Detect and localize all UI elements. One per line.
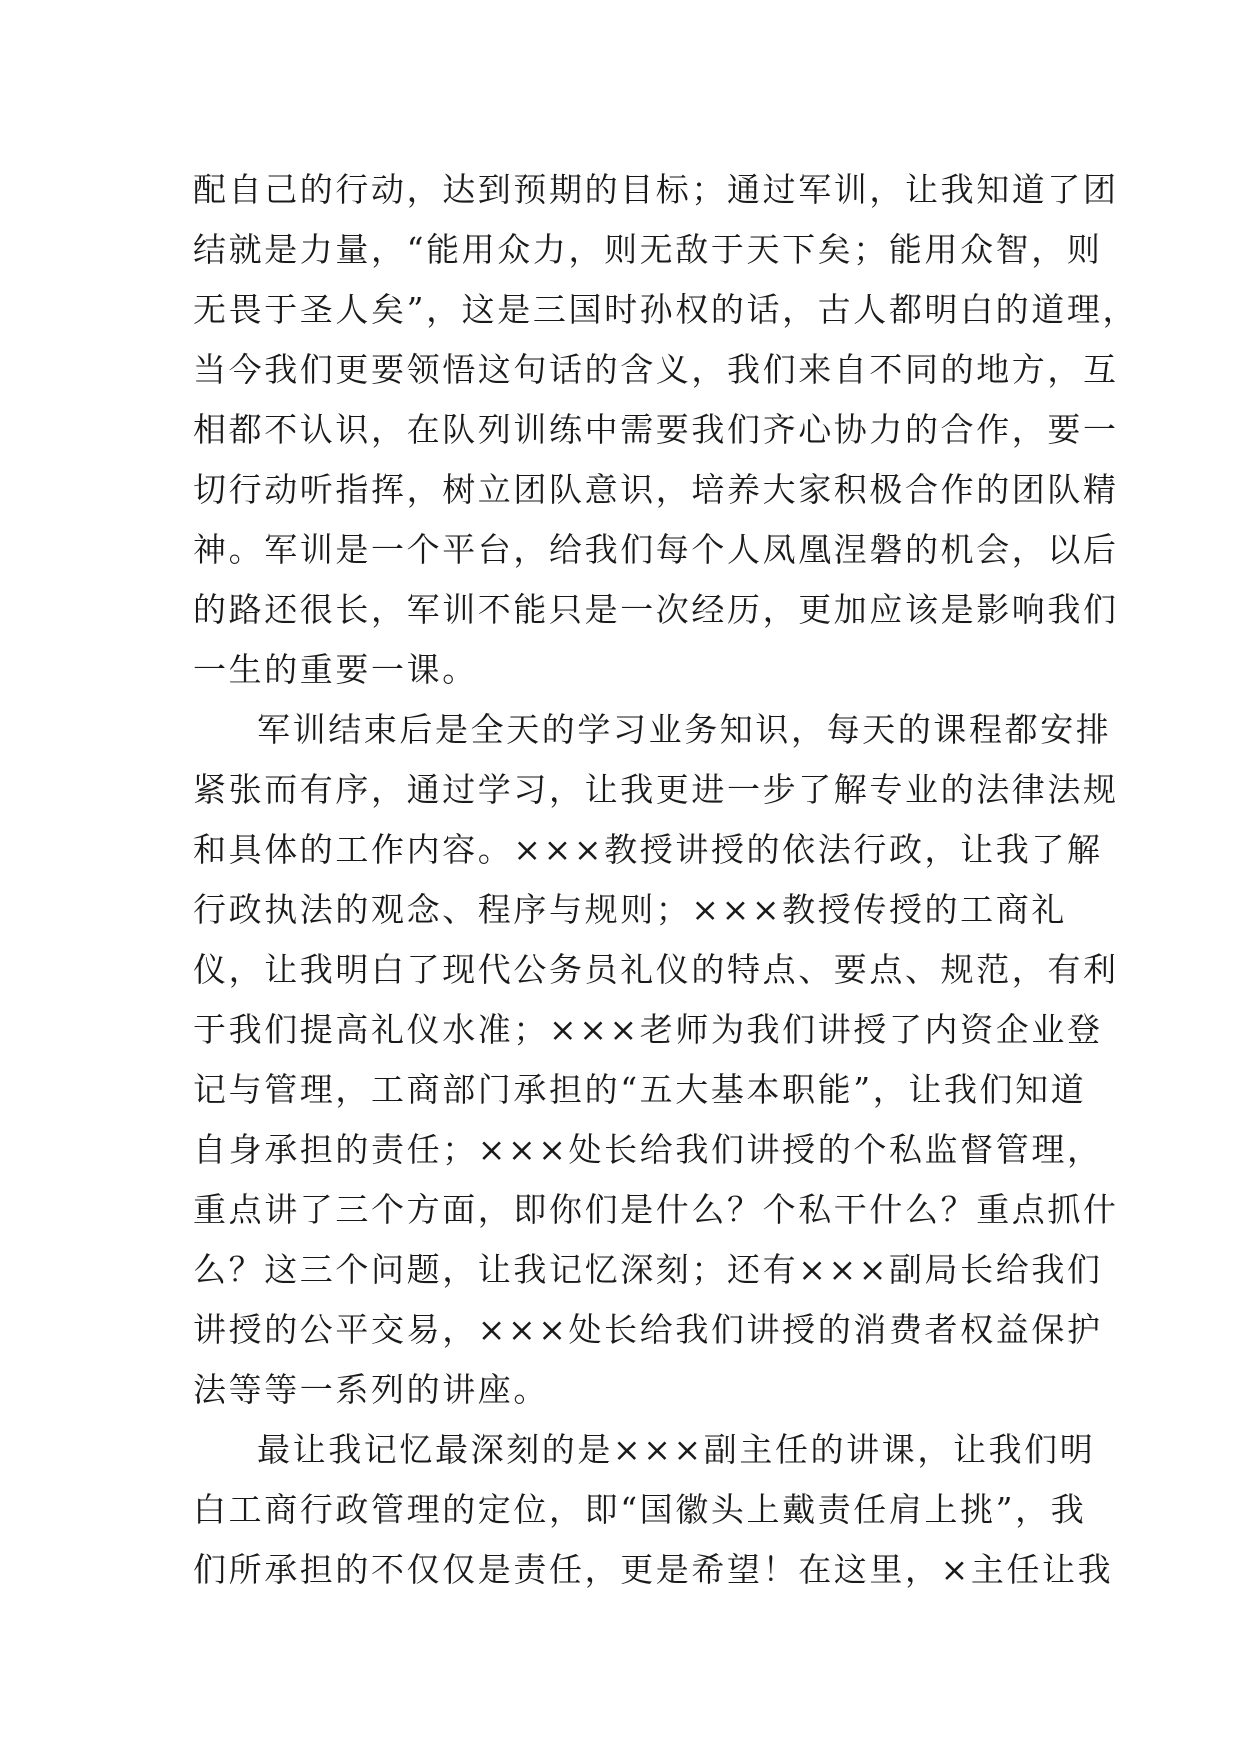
paragraph-first-line: 最让我记忆最深刻的是×××副主任的讲课，让我们明 xyxy=(257,1430,1096,1469)
text-line: 配自己的行动，达到预期的目标；通过军训，让我知道了团 xyxy=(193,170,1119,209)
text-line: 们所承担的不仅仅是责任，更是希望！在这里，×主任让我 xyxy=(193,1550,1114,1589)
text-line: 一生的重要一课。 xyxy=(193,650,478,689)
text-line: 神。军训是一个平台，给我们每个人凤凰涅磐的机会，以后 xyxy=(193,530,1119,569)
text-line: 当今我们更要领悟这句话的含义，我们来自不同的地方，互 xyxy=(193,350,1119,389)
text-line: 的路还很长，军训不能只是一次经历，更加应该是影响我们 xyxy=(193,590,1119,629)
text-line: 白工商行政管理的定位，即“国徽头上戴责任肩上挑”，我 xyxy=(193,1490,1087,1529)
text-line: 重点讲了三个方面，即你们是什么？个私干什么？重点抓什 xyxy=(193,1190,1119,1229)
body-text xyxy=(193,160,1139,1600)
text-line: 相都不认识，在队列训练中需要我们齐心协力的合作，要一 xyxy=(193,410,1119,449)
text-line: 行政执法的观念、程序与规则；×××教授传授的工商礼 xyxy=(193,890,1067,929)
paragraph-first-line: 军训结束后是全天的学习业务知识，每天的课程都安排 xyxy=(257,710,1112,749)
text-line: 和具体的工作内容。×××教授讲授的依法行政，让我了解 xyxy=(193,830,1103,869)
text-line: 自身承担的责任；×××处长给我们讲授的个私监督管理， xyxy=(193,1130,1103,1169)
text-line: 切行动听指挥，树立团队意识，培养大家积极合作的团队精 xyxy=(193,470,1119,509)
text-line: 无畏于圣人矣”，这是三国时孙权的话，古人都明白的道理， xyxy=(193,290,1139,329)
text-line: 么？这三个问题，让我记忆深刻；还有×××副局长给我们 xyxy=(193,1250,1103,1289)
text-line: 结就是力量，“能用众力，则无敌于天下矣；能用众智，则 xyxy=(193,230,1103,269)
text-line: 讲授的公平交易，×××处长给我们讲授的消费者权益保护 xyxy=(193,1310,1103,1349)
text-line: 仪，让我明白了现代公务员礼仪的特点、要点、规范，有利 xyxy=(193,950,1119,989)
text-line: 法等等一系列的讲座。 xyxy=(193,1370,549,1409)
text-line: 于我们提高礼仪水准；×××老师为我们讲授了内资企业登 xyxy=(193,1010,1103,1049)
text-line: 记与管理，工商部门承担的“五大基本职能”，让我们知道 xyxy=(193,1070,1087,1109)
text-line: 紧张而有序，通过学习，让我更进一步了解专业的法律法规 xyxy=(193,770,1119,809)
